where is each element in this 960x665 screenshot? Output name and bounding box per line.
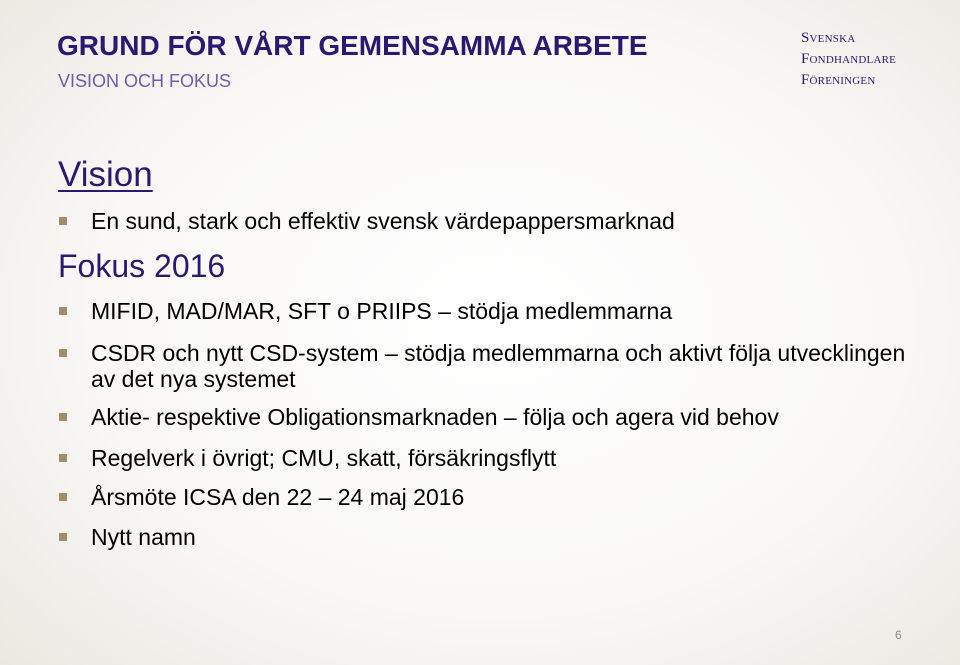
bullet-square-icon [59,307,67,315]
bullet-square-icon [59,413,67,421]
bullet-square-icon [59,217,67,225]
vision-heading: Vision [58,155,153,194]
bullet-text: En sund, stark och effektiv svensk värdepappersmarknad [91,208,675,234]
bullet-text: Årsmöte ICSA den 22 – 24 maj 2016 [91,484,465,510]
bullet-square-icon [59,533,67,541]
fokus-bullet [58,445,918,471]
logo-line-2: Fondhandlare [801,51,897,67]
bullet-text: Regelverk i övrigt; CMU, skatt, försäkringsflytt [91,445,557,471]
page-number: 6 [895,628,902,642]
bullet-text: Aktie- respektive Obligationsmarknaden – följa och agera vid behov [91,404,779,430]
logo-line-1: Svenska [801,30,856,46]
slide-title: GRUND FÖR VÅRT GEMENSAMMA ARBETE [57,30,648,61]
bullet-square-icon [59,493,67,501]
bullet-text: CSDR och nytt CSD-system – stödja medlemmarna och aktivt följa utvecklingen av det nya systemet [91,340,906,392]
logo-line-3: Föreningen [801,72,876,88]
slide-subtitle: VISION OCH FOKUS [58,71,232,91]
bullet-square-icon [59,349,67,357]
bullet-text: MIFID, MAD/MAR, SFT o PRIIPS – stödja medlemmarna [91,298,673,324]
bullet-text: Nytt namn [91,524,196,550]
fokus-heading: Fokus 2016 [58,248,226,284]
fokus-bullet [58,404,918,430]
organization-logo [801,28,896,91]
fokus-bullet [58,484,918,510]
fokus-bullet [58,340,918,392]
vision-bullet [58,208,918,234]
fokus-bullet [58,524,918,550]
bullet-square-icon [59,454,67,462]
fokus-bullet [58,298,918,324]
